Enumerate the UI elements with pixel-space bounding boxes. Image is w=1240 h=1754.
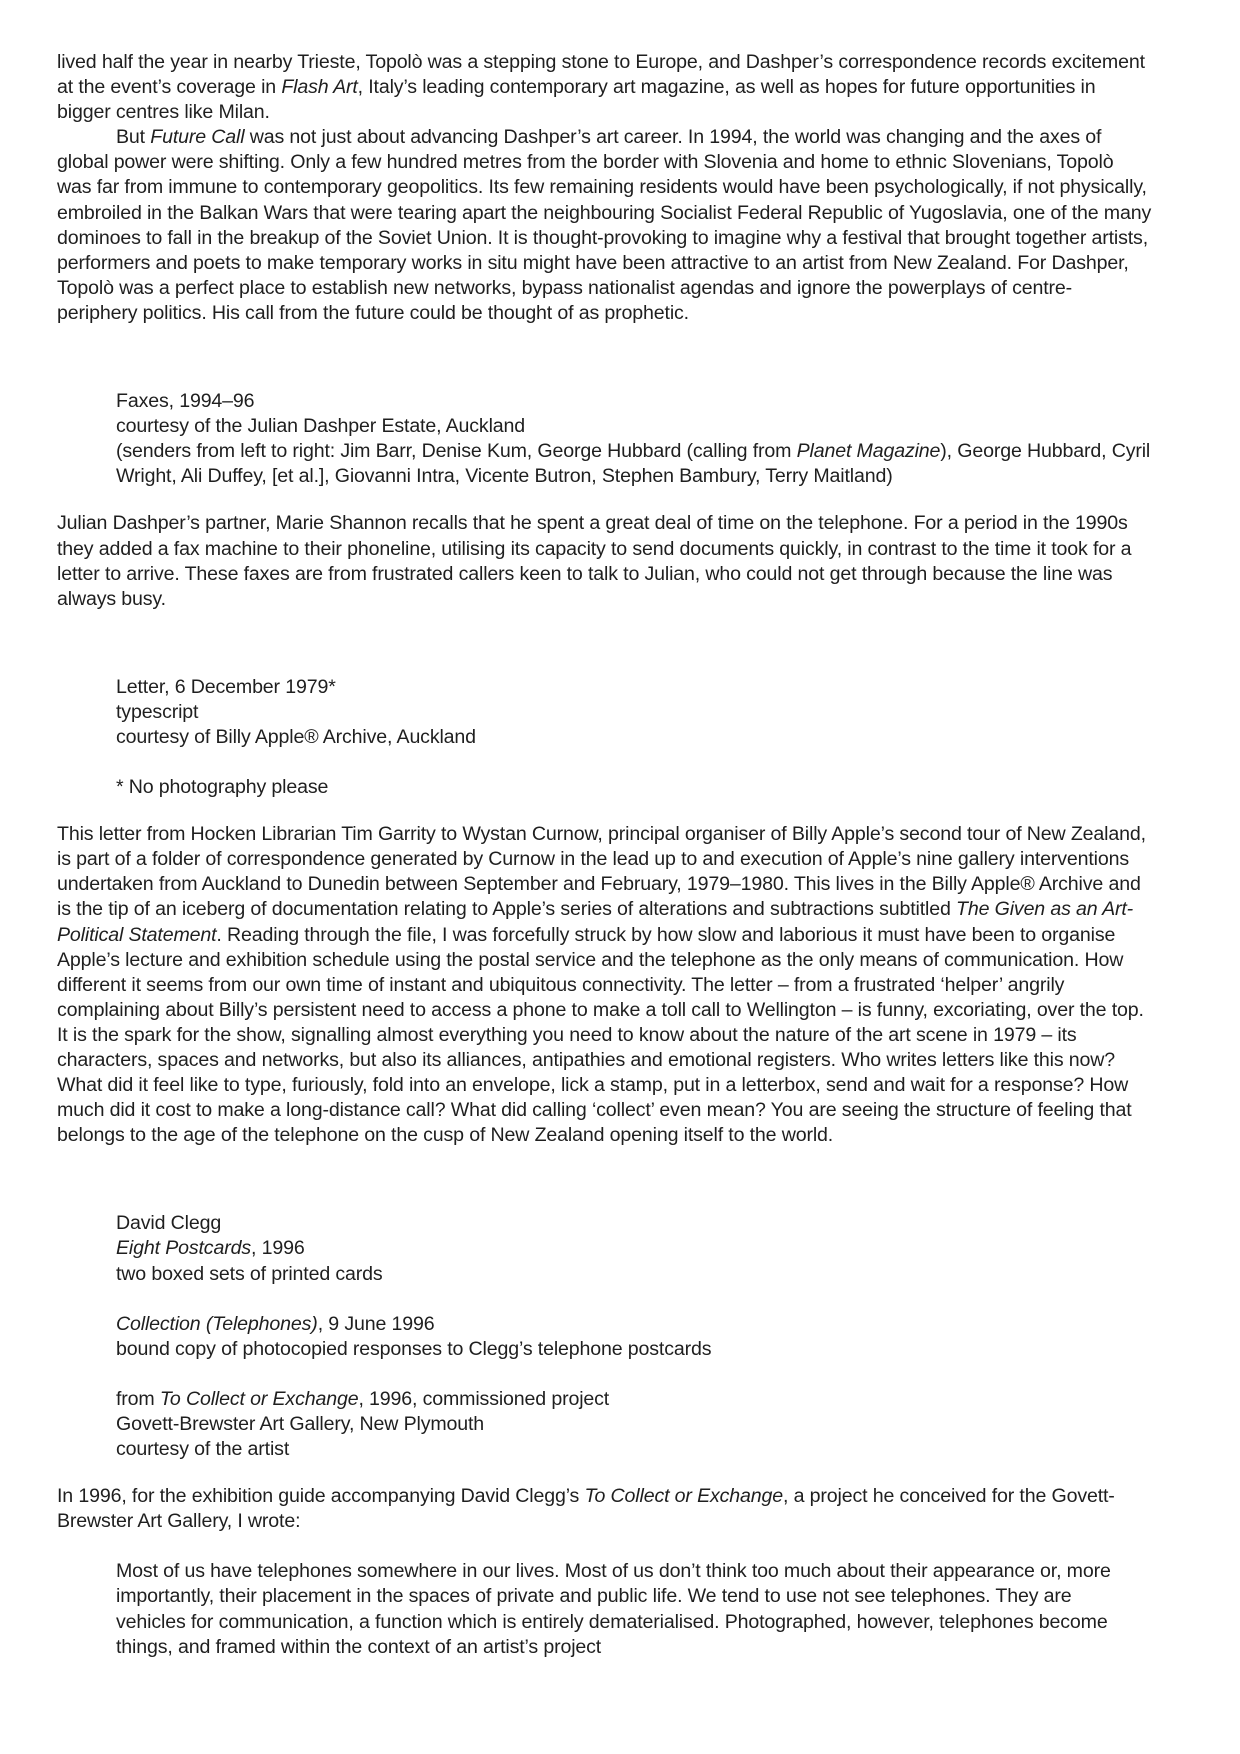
caption-credit: courtesy of the Julian Dashper Estate, Auckland: [116, 415, 526, 438]
spacer: [57, 1534, 1152, 1559]
italic-title-to-collect-or-exchange: To Collect or Exchange: [159, 1387, 359, 1410]
italic-title-eight-postcards: Eight Postcards: [116, 1237, 251, 1260]
italic-title-collection-telephones: Collection (Telephones): [116, 1312, 318, 1335]
caption-credit: courtesy of the artist: [116, 1438, 290, 1461]
spacer: [116, 750, 1152, 775]
caption-title: Faxes, 1994–96: [116, 390, 255, 413]
caption-credit: courtesy of Billy Apple® Archive, Auckland: [116, 725, 476, 748]
body-paragraph-future-call: But Future Call was not just about advancing Dashper’s art career. In 1994, the world was changing and the axes of global power were shifting. Only a few hundred metres from the border with Slovenia and home to ethnic Slovenians, Topolò was far from immune to contemporary geopolitics. Its few remaining residents would have been psychologically, if not physically, embroiled in the Balkan Wars that were tearing apart the neighbouring Socialist Federal Republic of Yugoslavia, one of the many dominoes to fall in the breakup of the Soviet Union. It is thought-provoking to imagine why a festival that brought together artists, performers and poets to make temporary works in situ might have been attractive to an artist from New Zealand. For Dashper, Topolò was a perfect place to establish new networks, bypass nationalist agendas and ignore the powerplays of centre-periphery politics. His call from the future could be thought of as prophetic.: [57, 126, 1152, 324]
caption-venue: Govett-Brewster Art Gallery, New Plymouth: [116, 1412, 485, 1435]
italic-title-planet-magazine: Planet Magazine: [796, 440, 941, 463]
spacer: [57, 489, 1152, 511]
caption-work1: Eight Postcards, 1996: [116, 1237, 305, 1260]
caption-senders: (senders from left to right: Jim Barr, Denise Kum, George Hubbard (calling from Planet Magazine), George Hubbard, Cyril Wright, Ali Duffey, [et al.], Giovanni Intra, Vicente Butron, Stephen Bambury, Terry Maitland): [116, 440, 1151, 488]
spacer: [57, 612, 1152, 662]
caption-clegg: [57, 1211, 1152, 1462]
spacer: [57, 326, 1152, 376]
spacer: [57, 800, 1152, 822]
caption-faxes: [57, 389, 1152, 489]
spacer: [57, 376, 1152, 389]
body-paragraph-clegg: In 1996, for the exhibition guide accompanying David Clegg’s To Collect or Exchange, a project he conceived for the Govett-Brewster Art Gallery, I wrote:: [57, 1485, 1115, 1533]
spacer: [57, 1462, 1152, 1484]
caption-title: Letter, 6 December 1979*: [116, 675, 336, 698]
italic-title-future-call: Future Call: [150, 126, 245, 149]
blockquote-telephones: Most of us have telephones somewhere in our lives. Most of us don’t think too much about their appearance or, more importantly, their placement in the spaces of private and public life. We tend to use not see telephones. They are vehicles for communication, a function which is entirely dematerialised. Photographed, however, telephones become things, and framed within the context of an artist’s project: [116, 1560, 1111, 1658]
body-paragraph-topolo-europe: lived half the year in nearby Trieste, Topolò was a stepping stone to Europe, and Dashper’s correspondence records excitement at the event’s coverage in Flash Art, Italy’s leading contemporary art magazine, as well as hopes for future opportunities in bigger centres like Milan.: [57, 51, 1145, 124]
caption-medium: typescript: [116, 700, 199, 723]
caption-medium: bound copy of photocopied responses to Clegg’s telephone postcards: [116, 1337, 712, 1360]
italic-title-to-collect-or-exchange: To Collect or Exchange: [584, 1485, 784, 1508]
body-paragraph-faxes: Julian Dashper’s partner, Marie Shannon recalls that he spent a great deal of time on the telephone. For a period in the 1990s they added a fax machine to their phoneline, utilising its capacity to send documents quickly, in contrast to the time it took for a letter to arrive. These faxes are from frustrated callers keen to talk to Julian, who could not get through because the line was always busy.: [57, 512, 1132, 610]
spacer: [116, 1362, 1152, 1387]
caption-letter: [57, 675, 1152, 800]
spacer: [57, 1148, 1152, 1198]
caption-from: from To Collect or Exchange, 1996, commissioned project: [116, 1387, 610, 1410]
italic-title-flash-art: Flash Art: [281, 76, 358, 99]
spacer: [57, 662, 1152, 675]
caption-medium: two boxed sets of printed cards: [116, 1262, 383, 1285]
italic-title-given-as-statement: The Given as an Art-Political Statement: [57, 898, 1134, 946]
spacer: [116, 1287, 1152, 1312]
body-paragraph-letter: This letter from Hocken Librarian Tim Garrity to Wystan Curnow, principal organiser of Billy Apple’s second tour of New Zealand, is part of a folder of correspondence generated by Curnow in the lead up to and execution of Apple’s nine gallery interventions undertaken from Auckland to Dunedin between September and February, 1979–1980. This lives in the Billy Apple® Archive and is the tip of an iceberg of documentation relating to Apple’s series of alterations and subtractions subtitled The Given as an Art-Political Statement. Reading through the file, I was forcefully struck by how slow and laborious it must have been to organise Apple’s lecture and exhibition schedule using the postal service and the telephone as the only means of communication. How different it seems from our own time of instant and ubiquitous connectivity. The letter – from a frustrated ‘helper’ angrily complaining about Billy’s persistent need to access a phone to make a toll call to Wellington – is funny, excoriating, over the top. It is the spark for the show, signalling almost everything you need to know about the nature of the art scene in 1979 – its characters, spaces and networks, but also its alliances, antipathies and emotional registers. Who writes letters like this now? What did it feel like to type, furiously, fold into an envelope, lick a stamp, put in a letterbox, send and wait for a response? How much did it cost to make a long-distance call? What did calling ‘collect’ even mean? You are seeing the structure of feeling that belongs to the age of the telephone on the cusp of New Zealand opening itself to the world.: [57, 823, 1146, 1147]
caption-note: * No photography please: [116, 776, 329, 799]
document-page: [57, 50, 1152, 1660]
caption-work2: Collection (Telephones), 9 June 1996: [116, 1312, 435, 1335]
spacer: [57, 1198, 1152, 1211]
caption-artist: David Clegg: [116, 1212, 222, 1235]
